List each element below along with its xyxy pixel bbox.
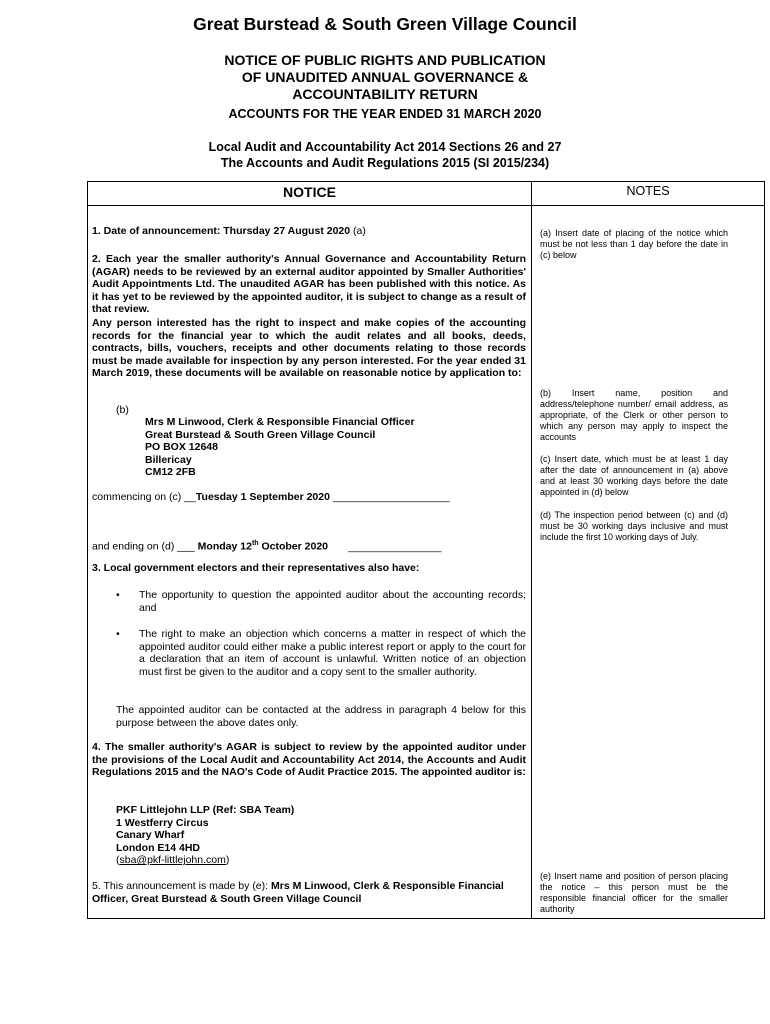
bullet-marker: •: [116, 628, 120, 640]
clerk-address: [145, 416, 415, 479]
note-a: (a) Insert date of placing of the notice which must be not less than 1 day before the date in (c) below: [540, 228, 728, 260]
notes-column-header: NOTES: [626, 184, 670, 198]
bullet-marker: •: [116, 589, 120, 601]
paragraph-3: 3. Local government electors and their representatives also have:: [92, 562, 420, 574]
accounts-year-line: ACCOUNTS FOR THE YEAR ENDED 31 MARCH 2020: [228, 107, 542, 121]
bullet-question-auditor: The opportunity to question the appointed auditor about the accounting records; and: [139, 589, 526, 614]
ending-blank: ________________: [348, 540, 442, 553]
paragraph-2: 2. Each year the smaller authority's Annual Governance and Accountability Return (AGAR) needs to be reviewed by an external auditor appointed by Smaller Authorities' Audit Appointments Ltd. The unaudited AGAR has been published with this notice. As it has yet to be reviewed by the appointed auditor, it is subject to change as a result of that review.: [92, 253, 526, 316]
paragraph-1: [92, 225, 526, 238]
auditor-contact-note: The appointed auditor can be contacted at the address in paragraph 4 below for this purpose between the above dates only.: [116, 704, 526, 729]
auditor-email-line: (sba@pkf-littlejohn.com): [116, 854, 230, 867]
note-c: (c) Insert date, which must be at least 1 day after the date of announcement in (a) above and at least 30 working days before the date appointed in (d) below: [540, 454, 728, 497]
ending-day: Monday 12: [197, 540, 252, 553]
council-title: Great Burstead & South Green Village Council: [193, 14, 577, 34]
column-divider: [531, 182, 532, 918]
paragraph-4: 4. The smaller authority's AGAR is subject to review by the appointed auditor under the provisions of the Local Audit and Accountability Act 2014, the Accounts and Audit Regulations 2015 and the NAO's Code of Audit Practice 2015. The appointed auditor is:: [92, 741, 526, 779]
auditor-line: PKF Littlejohn LLP (Ref: SBA Team): [116, 804, 295, 816]
note-d: (d) The inspection period between (c) and (d) must be 30 working days inclusive and must include the first 10 working days of July.: [540, 510, 728, 542]
ending-date-line: [92, 538, 526, 553]
commencing-date: Tuesday 1 September 2020: [195, 491, 330, 503]
auditor-line: Canary Wharf: [116, 829, 185, 842]
subtitle-line: OF UNAUDITED ANNUAL GOVERNANCE &: [241, 69, 529, 85]
auditor-email-link[interactable]: sba@pkf-littlejohn.com: [119, 854, 226, 867]
ending-ordinal: th: [251, 540, 259, 547]
commencing-prefix: commencing on (c) __: [92, 491, 196, 503]
address-line: Billericay: [145, 453, 192, 466]
notice-subtitle: [0, 52, 770, 103]
act-line: The Accounts and Audit Regulations 2015 (SI 2015/234): [220, 156, 550, 170]
notice-column-header: NOTICE: [283, 184, 336, 200]
auditor-address: [116, 804, 294, 867]
auditor-line: London E14 4HD: [116, 841, 201, 854]
commencing-blank: ____________________: [329, 491, 450, 503]
header-divider: [88, 205, 764, 206]
subtitle-line: NOTICE OF PUBLIC RIGHTS AND PUBLICATION: [224, 52, 546, 68]
ending-prefix: and ending on (d) ___: [92, 540, 198, 553]
address-line: PO BOX 12648: [145, 441, 218, 454]
ref-b: (b): [116, 404, 129, 416]
subtitle-line: ACCOUNTABILITY RETURN: [292, 86, 478, 102]
address-line: CM12 2FB: [145, 466, 196, 479]
announcement-date: 1. Date of announcement: Thursday 27 August 2020: [92, 225, 351, 237]
announcement-by-name: Mrs M Linwood, Clerk & Responsible Financial Officer, Great Burstead & South Green Village Council: [92, 880, 504, 905]
announcement-by-prefix: 5. This announcement is made by (e):: [92, 880, 271, 892]
paragraph-5: [92, 880, 526, 905]
note-e: (e) Insert name and position of person placing the notice – this person must be the responsible financial officer for the smaller authority: [540, 871, 728, 914]
act-line: Local Audit and Accountability Act 2014 Sections 26 and 27: [208, 140, 562, 154]
paragraph-2b: Any person interested has the right to inspect and make copies of the accounting records for the financial year to which the audit relates and all books, deeds, contracts, bills, vouchers, receipts and other documents relating to those records must be made available for inspection by any person interested. For the year ended 31 March 2019, these documents will be available on reasonable notice by application to:: [92, 317, 526, 380]
commencing-date-line: [92, 491, 526, 504]
ending-month: October 2020: [258, 540, 328, 553]
auditor-line: 1 Westferry Circus: [116, 816, 209, 829]
bullet-objection-right: The right to make an objection which concerns a matter in respect of which the appointed auditor could either make a public interest report or apply to the court for a declaration that an item of account is unlawful. Written notice of an objection must first be given to the auditor and a copy sent to the smaller authority.: [139, 628, 526, 678]
legislation-reference: [0, 139, 770, 171]
address-line: Great Burstead & South Green Village Council: [145, 428, 376, 441]
address-line: Mrs M Linwood, Clerk & Responsible Financial Officer: [145, 416, 415, 428]
ref-a: (a): [350, 225, 366, 237]
note-b: (b) Insert name, position and address/telephone number/ email address, as appropriate, of the Clerk or other person to which any person may apply to inspect the accounts: [540, 388, 728, 442]
